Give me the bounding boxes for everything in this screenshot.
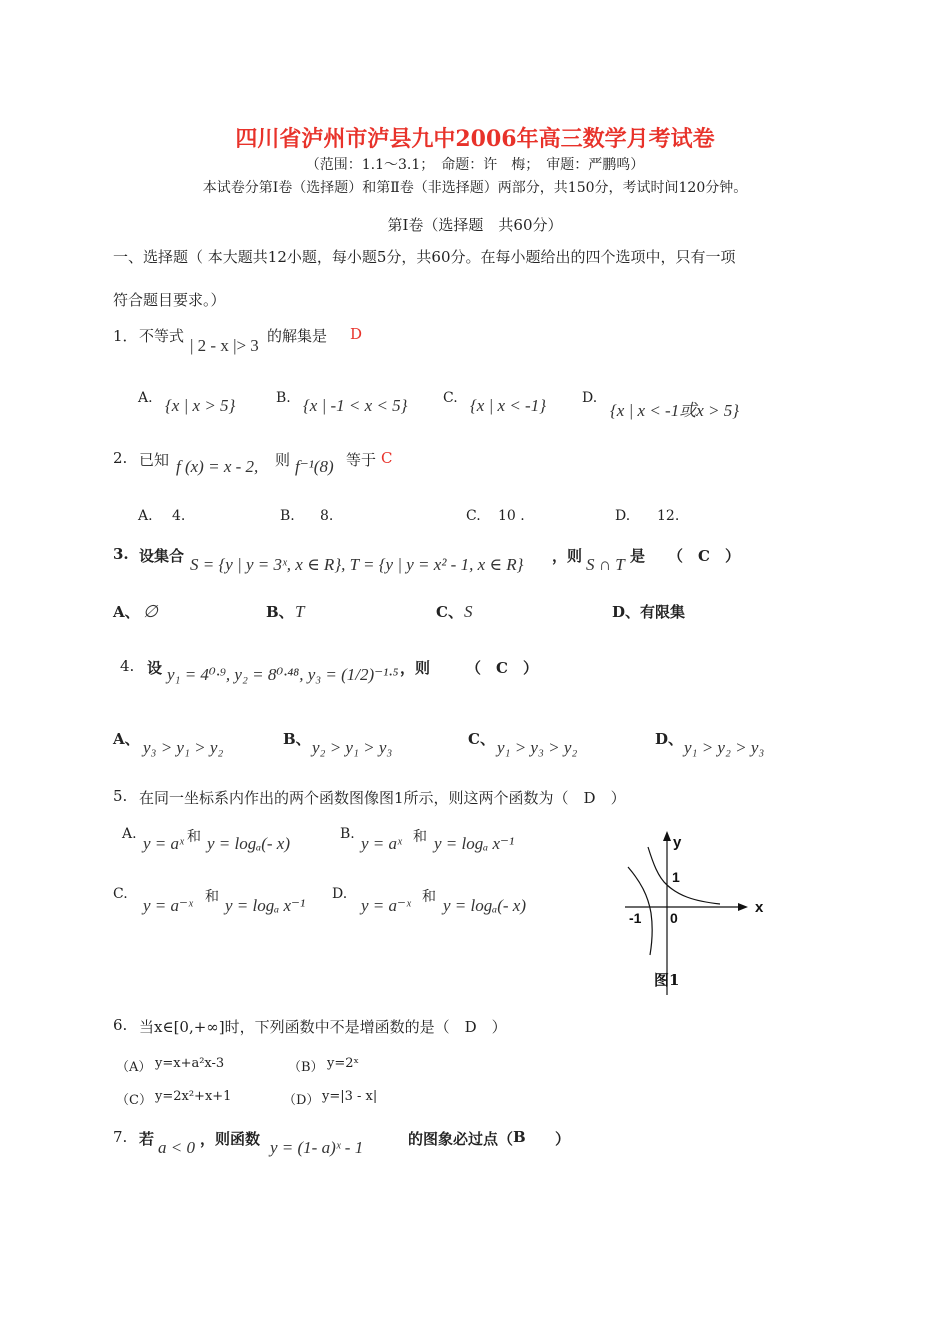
- q6-text: 当x∈[0,+∞]时，下列函数中不是增函数的是（ D ）: [139, 1018, 507, 1036]
- q4-answer: （ C ）: [466, 659, 538, 677]
- q7-suffix: 的图象必过点（: [408, 1130, 514, 1148]
- q5-option-b-label: B.: [340, 826, 355, 842]
- q4-number: 4.: [120, 657, 135, 675]
- q1-option-a-text: {x | x > 5}: [165, 396, 236, 415]
- q7-condition: a < 0: [158, 1138, 195, 1157]
- y-axis-label: y: [673, 834, 682, 851]
- q5-option-a-f1: y = aˣ: [143, 834, 184, 853]
- instructions-line1: 一、选择题（ 本大题共12小题，每小题5分，共60分。在每小题给出的四个选项中，只有一项: [113, 248, 736, 266]
- q4-option-c-label: C、: [468, 730, 495, 748]
- q2-option-a-text: 4.: [172, 508, 186, 524]
- q2-option-a-label: A.: [138, 508, 153, 524]
- function-graph: [620, 825, 770, 995]
- y-intercept-label: 1: [672, 869, 680, 885]
- page-title: 四川省泸州市泸县九中2006年高三数学月考试卷: [235, 126, 715, 152]
- q5-option-b-and: 和: [413, 829, 427, 845]
- q2-inverse-expression: f⁻¹(8): [295, 457, 334, 476]
- q3-intersection: S ∩ T: [586, 555, 625, 574]
- q6-number: 6.: [113, 1016, 128, 1034]
- q4-option-d-label: D、: [655, 730, 684, 748]
- q3-option-b-text: T: [295, 602, 305, 621]
- q6-option-c-text: y=2x²+x+1: [155, 1089, 232, 1104]
- q1-option-d-text: {x | x < -1或x > 5}: [610, 401, 740, 420]
- q7-close: ）: [555, 1130, 571, 1148]
- instructions-line2: 符合题目要求。）: [113, 291, 226, 309]
- q4-suffix: ，则: [400, 659, 431, 677]
- q5-option-c-and: 和: [205, 889, 219, 905]
- q3-option-d-label: D、: [612, 603, 641, 621]
- figure-caption: 图1: [654, 971, 680, 989]
- q3-prefix: 设集合: [139, 547, 185, 565]
- q5-option-c-label: C.: [113, 886, 128, 902]
- q3-suffix: 是: [630, 547, 646, 565]
- q2-option-b-text: 8.: [320, 508, 334, 524]
- q1-option-a-label: A.: [138, 390, 153, 406]
- exam-meta: （范围：1.1～3.1； 命题：许 梅； 审题：严鹏鸣）: [305, 157, 645, 173]
- q5-option-a-label: A.: [122, 826, 137, 842]
- q5-option-d-and: 和: [422, 889, 436, 905]
- q2-option-d-text: 12.: [657, 508, 680, 524]
- exam-intro: 本试卷分第Ⅰ卷（选择题）和第Ⅱ卷（非选择题）两部分，共150分，考试时间120分钟。: [202, 180, 748, 196]
- q5-option-b-f1: y = aˣ: [361, 834, 402, 853]
- q1-prefix: 不等式: [139, 327, 185, 345]
- q4-option-c-text: y₁ > y₃ > y₂: [497, 738, 578, 757]
- q1-option-b-label: B.: [276, 390, 291, 406]
- q7-function: y = (1- a)ˣ - 1: [270, 1138, 364, 1157]
- q5-option-d-label: D.: [332, 886, 348, 902]
- q1-option-c-label: C.: [443, 390, 458, 406]
- q5-option-a-and: 和: [187, 829, 201, 845]
- q4-option-b-text: y₂ > y₁ > y₃: [312, 738, 393, 757]
- q4-option-b-label: B、: [283, 730, 311, 748]
- q7-prefix: 若: [139, 1130, 155, 1148]
- q6-option-b-text: y=2ˣ: [327, 1056, 360, 1071]
- q2-suffix: 等于: [346, 451, 377, 469]
- x-axis-arrow: [738, 903, 748, 911]
- q3-option-b-label: B、: [266, 603, 294, 621]
- q1-option-c-text: {x | x < -1}: [470, 396, 546, 415]
- q2-option-c-label: C.: [466, 508, 481, 524]
- q3-then: ，则: [552, 547, 583, 565]
- q2-option-c-text: 10 .: [498, 508, 525, 524]
- q1-number: 1．: [113, 327, 138, 345]
- q3-option-a-label: A、: [113, 603, 140, 621]
- q2-answer: C: [381, 449, 393, 467]
- exponential-curve: [648, 847, 720, 904]
- q2-option-d-label: D.: [615, 508, 631, 524]
- q3-option-d-text: 有限集: [640, 603, 686, 621]
- q5-option-d-f2: y = logₐ(- x): [443, 896, 526, 915]
- q2-then: 则: [275, 451, 291, 469]
- q2-option-b-label: B.: [280, 508, 295, 524]
- q2-prefix: 已知: [139, 451, 170, 469]
- x-axis-label: x: [755, 899, 764, 916]
- q5-option-a-f2: y = logₐ(- x): [207, 834, 290, 853]
- q7-function-label: ，则函数: [200, 1130, 261, 1148]
- q4-prefix: 设: [147, 659, 163, 677]
- q5-option-c-f1: y = a⁻ˣ: [143, 896, 193, 915]
- q7-answer: B: [513, 1128, 526, 1146]
- origin-label: 0: [670, 910, 678, 926]
- q3-answer: （ C ）: [668, 547, 740, 565]
- q1-expression: | 2 - x |> 3: [190, 336, 259, 355]
- q6-option-c-label: （C）: [116, 1093, 152, 1108]
- q2-expression: f (x) = x - 2,: [176, 457, 259, 476]
- q1-option-b-text: {x | -1 < x < 5}: [303, 396, 408, 415]
- q6-option-d-label: （D）: [283, 1093, 320, 1108]
- q6-option-d-text: y=|3 - x|: [322, 1089, 378, 1104]
- q3-option-c-text: S: [464, 602, 473, 621]
- section-heading: 第Ⅰ卷（选择题 共60分）: [387, 216, 563, 234]
- q4-option-d-text: y₁ > y₂ > y₃: [684, 738, 765, 757]
- q3-number: 3.: [113, 545, 129, 563]
- q5-option-c-f2: y = logₐ x⁻¹: [225, 896, 306, 915]
- q5-option-d-f1: y = a⁻ˣ: [361, 896, 411, 915]
- q3-option-c-label: C、: [436, 603, 463, 621]
- q6-option-a-text: y=x+a²x-3: [155, 1056, 225, 1071]
- q5-option-b-f2: y = logₐ x⁻¹: [434, 834, 515, 853]
- q1-answer: D: [350, 325, 363, 343]
- x-intercept-label: -1: [629, 910, 642, 926]
- q2-number: 2.: [113, 449, 128, 467]
- q7-number: 7.: [113, 1128, 128, 1146]
- q1-option-d-label: D.: [582, 390, 598, 406]
- figure-1: [620, 825, 770, 995]
- q6-option-a-label: （A）: [116, 1060, 152, 1075]
- q5-text: 在同一坐标系内作出的两个函数图像图1所示，则这两个函数为（ D ）: [139, 789, 626, 807]
- q1-suffix: 的解集是: [267, 327, 328, 345]
- q5-number: 5.: [113, 787, 128, 805]
- q4-option-a-label: A、: [113, 730, 140, 748]
- q3-expression: S = {y | y = 3ˣ, x ∈ R}, T = {y | y = x² - 1, x ∈ R}: [190, 555, 524, 574]
- q6-option-b-label: （B）: [288, 1060, 324, 1075]
- y-axis-arrow: [663, 831, 671, 841]
- q4-option-a-text: y₃ > y₁ > y₂: [143, 738, 224, 757]
- q3-option-a-text: ∅: [143, 602, 158, 621]
- q4-expression: y₁ = 4⁰·⁹, y₂ = 8⁰·⁴⁸, y₃ = (1/2)⁻¹·⁵: [167, 665, 399, 684]
